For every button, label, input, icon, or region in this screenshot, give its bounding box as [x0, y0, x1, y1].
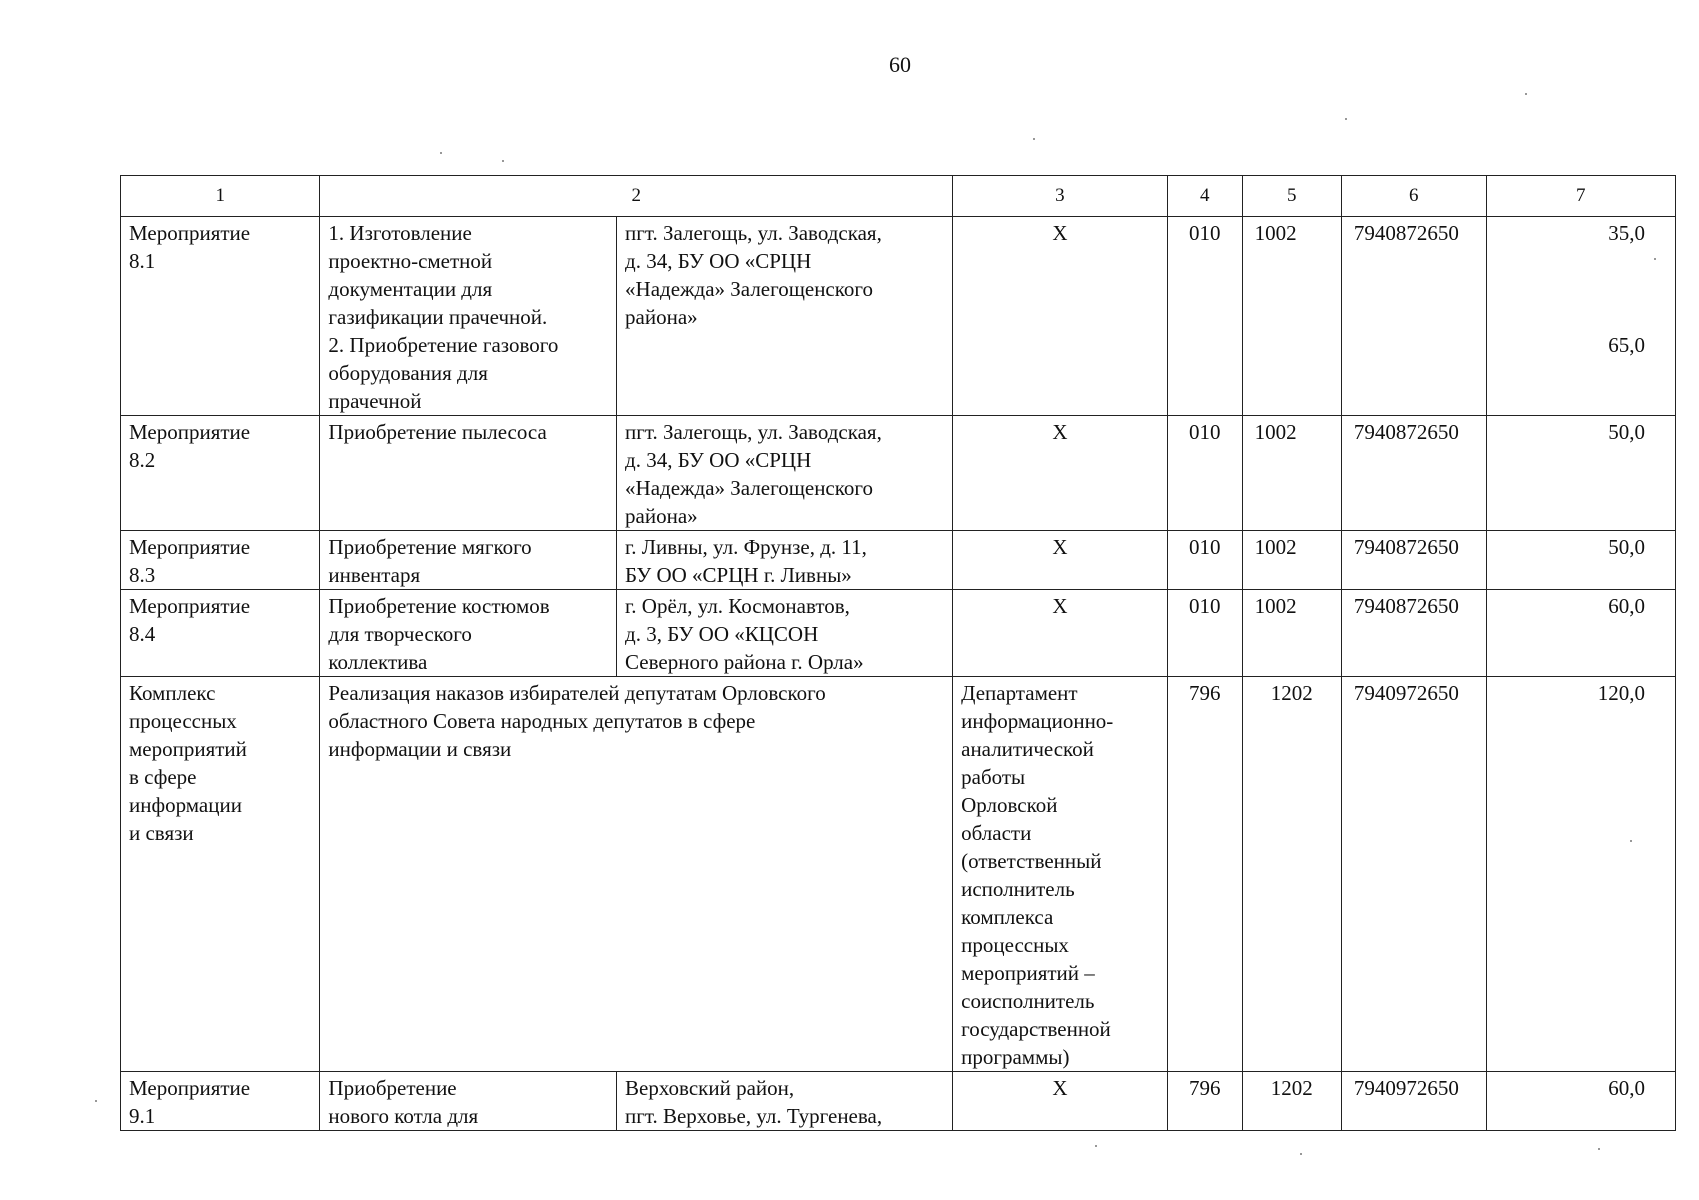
amount-value: 60,0 [1486, 590, 1675, 677]
column-header: 1 [121, 176, 320, 217]
complex-name: Комплекс процессных мероприятий в сфере информации и связи [121, 677, 320, 1072]
code-col6: 7940972650 [1341, 677, 1486, 1072]
scan-speck [1095, 1145, 1097, 1147]
scan-speck [95, 1100, 97, 1102]
table-header-row [121, 176, 1676, 217]
scan-speck [1630, 840, 1632, 842]
activity-name: Мероприятие 8.4 [121, 590, 320, 677]
column-header: 7 [1486, 176, 1675, 217]
executor: Х [953, 217, 1168, 416]
code-col4: 010 [1167, 531, 1242, 590]
table-row [121, 531, 1676, 590]
amount-value: 35,0 [1608, 221, 1645, 245]
code-col4: 010 [1167, 416, 1242, 531]
executor: Х [953, 531, 1168, 590]
table-row [121, 217, 1676, 416]
executor: Х [953, 590, 1168, 677]
responsible-executor: Департамент информационно- аналитической работы Орловской области (ответственный исполнитель комплекса процессных мероприятий – соисполнитель государственной программы) [953, 677, 1168, 1072]
scan-speck [502, 160, 504, 162]
scan-speck [1654, 258, 1656, 260]
column-header: 4 [1167, 176, 1242, 217]
code-col6: 7940872650 [1341, 590, 1486, 677]
activity-location: г. Ливны, ул. Фрунзе, д. 11, БУ ОО «СРЦН г. Ливны» [617, 531, 953, 590]
code-col6: 7940872650 [1341, 531, 1486, 590]
code-col4: 010 [1167, 217, 1242, 416]
code-col4: 796 [1167, 1072, 1242, 1131]
activity-description: Приобретение костюмов для творческого коллектива [320, 590, 617, 677]
activity-location: г. Орёл, ул. Космонавтов, д. 3, БУ ОО «КЦСОН Северного района г. Орла» [617, 590, 953, 677]
code-col4: 796 [1167, 677, 1242, 1072]
column-header: 3 [953, 176, 1168, 217]
executor: Х [953, 416, 1168, 531]
budget-table [120, 175, 1676, 1131]
column-header: 6 [1341, 176, 1486, 217]
scan-speck [1525, 93, 1527, 95]
activity-location: пгт. Залегощь, ул. Заводская, д. 34, БУ ОО «СРЦН «Надежда» Залегощенского района» [617, 416, 953, 531]
code-col5: 1202 [1242, 1072, 1341, 1131]
table-row [121, 677, 1676, 1072]
amount-cell [1486, 217, 1675, 416]
code-col6: 7940972650 [1341, 1072, 1486, 1131]
amount-value: 65,0 [1608, 333, 1645, 357]
activity-name: Мероприятие 8.1 [121, 217, 320, 416]
scan-speck [1300, 1153, 1302, 1155]
complex-description: Реализация наказов избирателей депутатам Орловского областного Совета народных депутатов в сфере информации и связи [320, 677, 953, 1072]
activity-name: Мероприятие 8.3 [121, 531, 320, 590]
scan-speck [1598, 1148, 1600, 1150]
table-row [121, 1072, 1676, 1131]
amount-value: 50,0 [1486, 531, 1675, 590]
scan-speck [1033, 138, 1035, 140]
code-col5: 1002 [1242, 590, 1341, 677]
activity-name: Мероприятие 8.2 [121, 416, 320, 531]
activity-location: Верховский район, пгт. Верховье, ул. Тургенева, [617, 1072, 953, 1131]
code-col5: 1002 [1242, 531, 1341, 590]
amount-value: 50,0 [1486, 416, 1675, 531]
code-col5: 1202 [1242, 677, 1341, 1072]
amount-value: 60,0 [1486, 1072, 1675, 1131]
column-header: 2 [320, 176, 953, 217]
activity-description: Приобретение пылесоса [320, 416, 617, 531]
executor: Х [953, 1072, 1168, 1131]
activity-description: Приобретение мягкого инвентаря [320, 531, 617, 590]
scan-speck [440, 152, 442, 154]
code-col6: 7940872650 [1341, 416, 1486, 531]
column-header: 5 [1242, 176, 1341, 217]
activity-description: 1. Изготовление проектно-сметной документации для газификации прачечной. 2. Приобретение газового оборудования для прачечной [320, 217, 617, 416]
activity-name: Мероприятие 9.1 [121, 1072, 320, 1131]
activity-description: Приобретение нового котла для [320, 1072, 617, 1131]
code-col5: 1002 [1242, 217, 1341, 416]
scan-speck [1345, 118, 1347, 120]
amount-value: 120,0 [1486, 677, 1675, 1072]
table-row [121, 590, 1676, 677]
code-col4: 010 [1167, 590, 1242, 677]
code-col6: 7940872650 [1341, 217, 1486, 416]
code-col5: 1002 [1242, 416, 1341, 531]
activity-location: пгт. Залегощь, ул. Заводская, д. 34, БУ ОО «СРЦН «Надежда» Залегощенского района» [617, 217, 953, 416]
table-row [121, 416, 1676, 531]
page-number: 60 [889, 52, 911, 77]
